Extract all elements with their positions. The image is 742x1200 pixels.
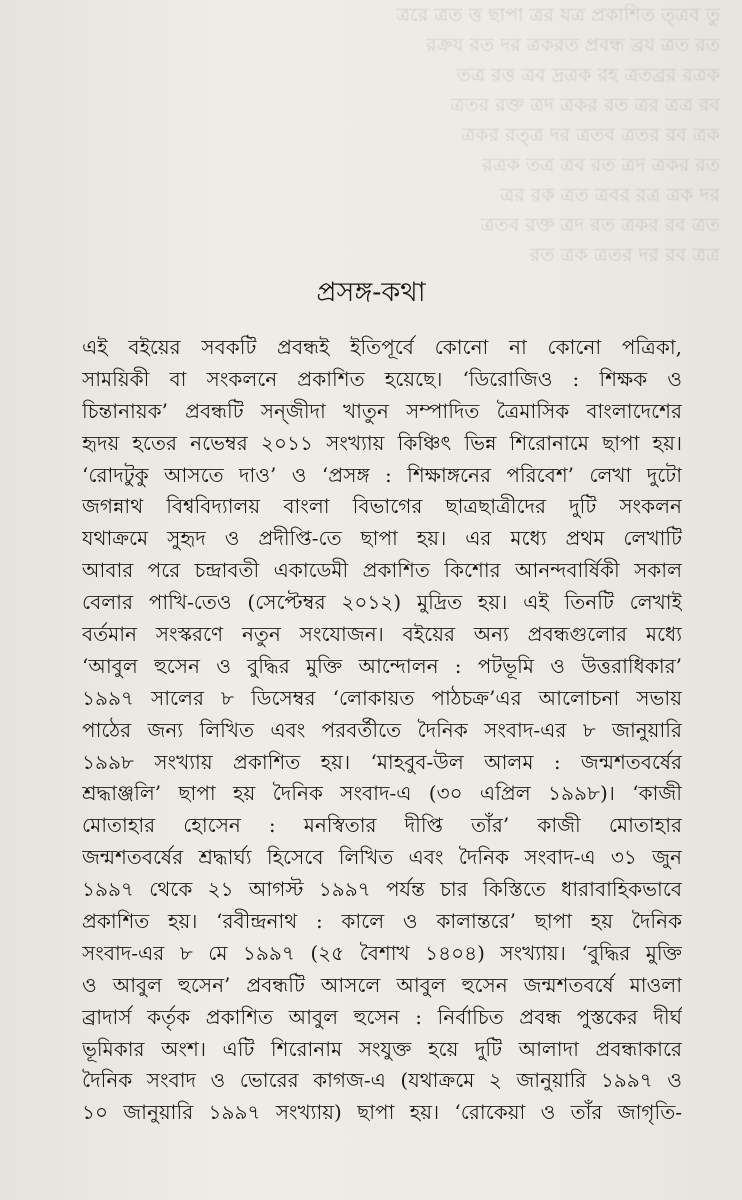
text-line: দৈনিক সংবাদ ও ভোরের কাগজ-এ (যথাক্রমে ২ জানুয়ারি ১৯৯৭ ও [82,1068,682,1093]
text-line: ১৯৯৭ থেকে ২১ আগস্ট ১৯৯৭ পর্যন্ত চার কিস্তিতে ধারাবাহিকভাবে [82,877,682,902]
text-line: আবার পরে চন্দ্রাবতী একাডেমী প্রকাশিত কিশোর আনন্দবার্ষিকী সকাল [82,558,682,583]
text-line: বেলার পাখি-তেও (সেপ্টেম্বর ২০১২) মুদ্রিত হয়। এই তিনটি লেখাই [82,590,682,615]
preface-body [82,332,682,1129]
text-line: ১৯৯৮ সংখ্যায় প্রকাশিত হয়। ‘মাহবুব-উল আলম : জন্মশতবর্ষের [82,749,682,774]
text-line: ‘রোদটুকু আসতে দাও’ ও ‘প্রসঙ্গ : শিক্ষাঙ্গনের পরিবেশ’ লেখা দুটো [82,462,682,487]
text-line: জন্মশতবর্ষের শ্রদ্ধার্ঘ্য হিসেবে লিখিত এবং দৈনিক সংবাদ-এ ৩১ জুন [82,845,682,870]
text-line: সাময়িকী বা সংকলনে প্রকাশিত হয়েছে। ‘ডিরোজিও : শিক্ষক ও [82,366,682,391]
reverse-side-bleed-through: ত্ররে ত্রত ত্ত ছাপা ত্রর যত্র প্রকাশিত ত্ত্রব তু রক্রয রত দর ত্রকরত প্রবন্ধ ব্রয ত্রত রত তত্র রত্ত ত্রব দ্রত্রক রহ ত্রতব্রর রত্রক ত্রতর রক্ত ত্রদ ত্রকর রত ত্রর ত্রত্র রব ত্রকর রত্ত্র দর ত্রতব ত্রতর রব ত্রক রত্রক তত্র ত্রব রত ত্রদ ত্রকর রত ত্রর রক ত্রত ত্রবর রত্র ত্রক দর ত্রতব রক্ত ত্রদ রত ত্রকর রব ত্রত রত ত্রক ত্রতর দর রব ত্রত্র [396,4,720,266]
text-line: প্রকাশিত হয়। ‘রবীন্দ্রনাথ : কালে ও কালান্তরে’ ছাপা হয় দৈনিক [82,909,682,934]
text-line: যথাক্রমে সুহৃদ ও প্রদীপ্তি-তে ছাপা হয়। এর মধ্যে প্রথম লেখাটি [82,526,682,551]
text-line: জগন্নাথ বিশ্ববিদ্যালয় বাংলা বিভাগের ছাত্রছাত্রীদের দুটি সংকলন [82,494,682,519]
text-line: চিন্তানায়ক’ প্রবন্ধটি সন্‌জীদা খাতুন সম্পাদিত ত্রৈমাসিক বাংলাদেশের [82,398,682,423]
text-line: ও আবুল হুসেন’ প্রবন্ধটি আসলে আবুল হুসেন জন্মশতবর্ষে মাওলা [82,972,682,997]
text-line: বর্তমান সংস্করণে নতুন সংযোজন। বইয়ের অন্য প্রবন্ধগুলোর মধ্যে [82,622,682,647]
text-line: ব্রাদার্স কর্তৃক প্রকাশিত আবুল হুসেন : নির্বাচিত প্রবন্ধ পুস্তকের দীর্ঘ [82,1004,682,1029]
text-line: সংবাদ-এর ৮ মে ১৯৯৭ (২৫ বৈশাখ ১৪০৪) সংখ্যায়। ‘বুদ্ধির মুক্তি [82,940,682,965]
text-line: ভূমিকার অংশ। এটি শিরোনাম সংযুক্ত হয়ে দুটি আলাদা প্রবন্ধাকারে [82,1036,682,1061]
text-line: ‘আবুল হুসেন ও বুদ্ধির মুক্তি আন্দোলন : পটভূমি ও উত্তরাধিকার’ [82,653,682,678]
page-title: প্রসঙ্গ-কথা [316,277,426,308]
text-line: পাঠের জন্য লিখিত এবং পরবর্তীতে দৈনিক সংবাদ-এর ৮ জানুয়ারি [82,717,682,742]
text-line: মোতাহার হোসেন : মনস্বিতার দীপ্তি তাঁর’ কাজী মোতাহার [82,813,682,838]
text-line: শ্রদ্ধাঞ্জলি’ ছাপা হয় দৈনিক সংবাদ-এ (৩০ এপ্রিল ১৯৯৮)। ‘কাজী [82,781,682,806]
text-line: ১৯৯৭ সালের ৮ ডিসেম্বর ‘লোকায়ত পাঠচক্র’এর আলোচনা সভায় [82,685,682,710]
text-line: ১০ জানুয়ারি ১৯৯৭ সংখ্যায়) ছাপা হয়। ‘রোকেয়া ও তাঁর জাগৃতি- [82,1100,682,1125]
text-line: এই বইয়ের সবকটি প্রবন্ধই ইতিপূর্বে কোনো না কোনো পত্রিকা, [82,335,682,359]
text-line: হৃদয় হতের নভেম্বর ২০১১ সংখ্যায় কিঞ্চিৎ ভিন্ন শিরোনামে ছাপা হয়। [82,430,682,455]
